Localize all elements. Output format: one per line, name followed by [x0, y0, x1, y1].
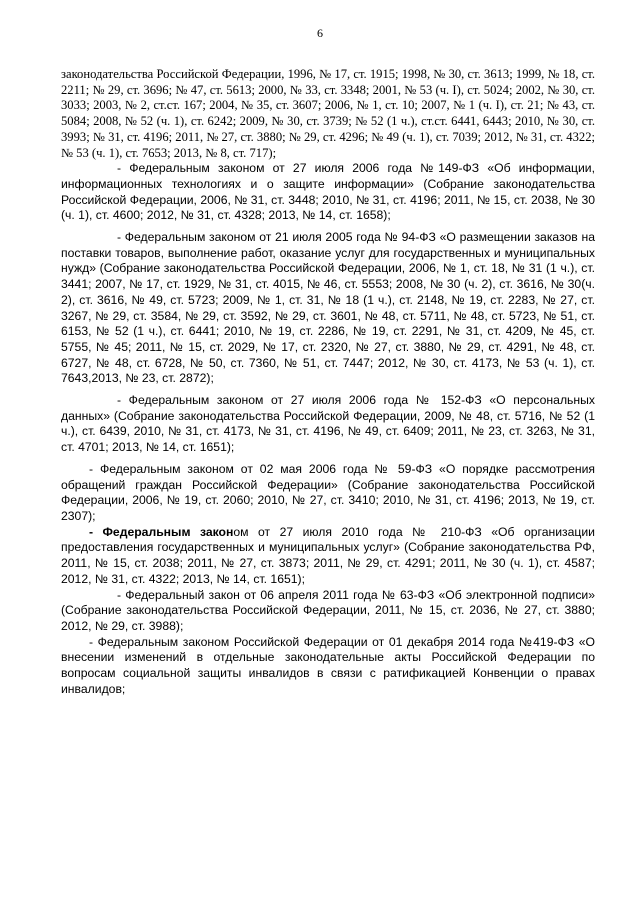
paragraph-law-59fz: - Федеральным законом от 02 мая 2006 года № 59-ФЗ «О порядке рассмотрения обращений граждан Российской Федерации» (Собрание законодательства Российской Федерации, 2006, № 19, ст. 2060; 2010, № 27, ст. 3410; 2010, № 31, ст. 4196; 2013, № 19, ст. 2307);: [61, 461, 595, 523]
paragraph-law-152fz: - Федеральным законом от 27 июля 2006 года № 152-ФЗ «О персональных данных» (Собрание законодательства Российской Федерации, 2009, № 48, ст. 5716, № 52 (1 ч.), ст. 6439, 2010, № 31, ст. 4173, № 31, ст. 4196, № 49, ст. 6409; 2011, № 23, ст. 3263, № 31, ст. 4701; 2013, № 14, ст. 1651);: [61, 393, 595, 455]
paragraph-1: законодательства Российской Федерации, 1996, № 17, ст. 1915; 1998, № 30, ст. 3613; 1999, № 18, ст. 2211; № 29, ст. 3696; № 47, ст. 5613; 2000, № 33, ст. 3348; 2001, № 53 (ч. I), ст. 5024; 2002, № 30, ст. 3033; 2003, № 2, ст.ст. 167; 2004, № 35, ст. 3607; 2006, № 1, ст. 10; 2007, № 1 (ч. I), ст. 21; № 43, ст. 5084; 2008, № 52 (ч. 1), ст. 6242; 2009, № 30, ст. 3739; № 52 (1 ч.), ст.ст. 6441, 6443; 2010, № 30, ст. 3993; № 31, ст. 4196; 2011, № 27, ст. 3880; № 29, ст. 4296; № 49 (ч. 1), ст. 7039; 2012, № 31, ст. 4322; № 53 (ч. 1), ст. 7653; 2013, № 8, ст. 717);: [61, 67, 595, 160]
page-number: 6: [317, 26, 323, 40]
paragraph-law-210fz: [61, 525, 595, 588]
bold-lead-text: - Федеральным закон: [89, 524, 234, 539]
paragraph-law-419fz: - Федеральным законом Российской Федерации от 01 декабря 2014 года №419-ФЗ «О внесении изменений в отдельные законодательные акты Российской Федерации по вопросам социальной защиты инвалидов в связи с ратификацией Конвенции о правах инвалидов;: [61, 634, 595, 696]
paragraph-law-63fz: - Федеральный закон от 06 апреля 2011 года № 63-ФЗ «Об электронной подписи» (Собрание законодательства Российской Федерации, 2011, № 15, ст. 2036, № 27, ст. 3880; 2012, № 29, ст. 3988);: [61, 587, 595, 633]
document-body: [61, 67, 595, 697]
paragraph-law-94fz: - Федеральным законом от 21 июля 2005 года № 94-ФЗ «О размещении заказов на поставки товаров, выполнение работ, оказание услуг для государственных и муниципальных нужд» (Собрание законодательства Российской Федерации, 2006, № 1, ст. 18, № 31 (1 ч.), ст. 3441; 2007, № 17, ст. 1929, № 31, ст. 4015, № 46, ст. 5553; 2008, № 30 (ч. 2), ст. 3616, № 30(ч. 2), ст. 3616, № 49, ст. 5723; 2009, № 1, ст. 31, № 18 (1 ч.), ст. 2148, № 19, ст. 2283, № 27, ст. 3267, № 29, ст. 3584, № 29, ст. 3592, № 29, ст. 3601, № 48, ст. 5711, № 48, ст. 5723, № 51, ст. 6153, № 52 (1 ч.), ст. 6441; 2010, № 19, ст. 2286, № 19, ст. 2291, № 31, ст. 4209, № 45, ст. 5755, № 45; 2011, № 15, ст. 2029, № 17, ст. 2320, № 27, ст. 3880, № 29, ст. 4291, № 48, ст. 6727, № 48, ст. 6728, № 50, ст. 7360, № 51, ст. 7447; 2012, № 30, ст. 4173, № 53 (ч. 1), ст. 7643,2013, № 23, ст. 2872);: [61, 230, 595, 386]
paragraph-text: ом от 27 июля 2010 года № 210-ФЗ «Об организации предоставления государственных и муниципальных услуг» (Собрание законодательства РФ, 2011, № 15, ст. 2038; 2011, № 27, ст. 3873; 2011, № 29, ст. 4291; 2011, № 30 (ч. 1), ст. 4587; 2012, № 31, ст. 4322; 2013, № 14, ст. 1651);: [61, 524, 595, 586]
paragraph-law-149fz: - Федеральным законом от 27 июля 2006 года №149-ФЗ «Об информации, информационных технологиях и о защите информации» (Собрание законодательства Российской Федерации, 2006, № 31, ст. 3448; 2010, № 31, ст. 4196; 2011, № 15, ст. 2038, № 30 (ч. 1), ст. 4600; 2012, № 31, ст. 4328; 2013, № 14, ст. 1658);: [61, 161, 595, 223]
